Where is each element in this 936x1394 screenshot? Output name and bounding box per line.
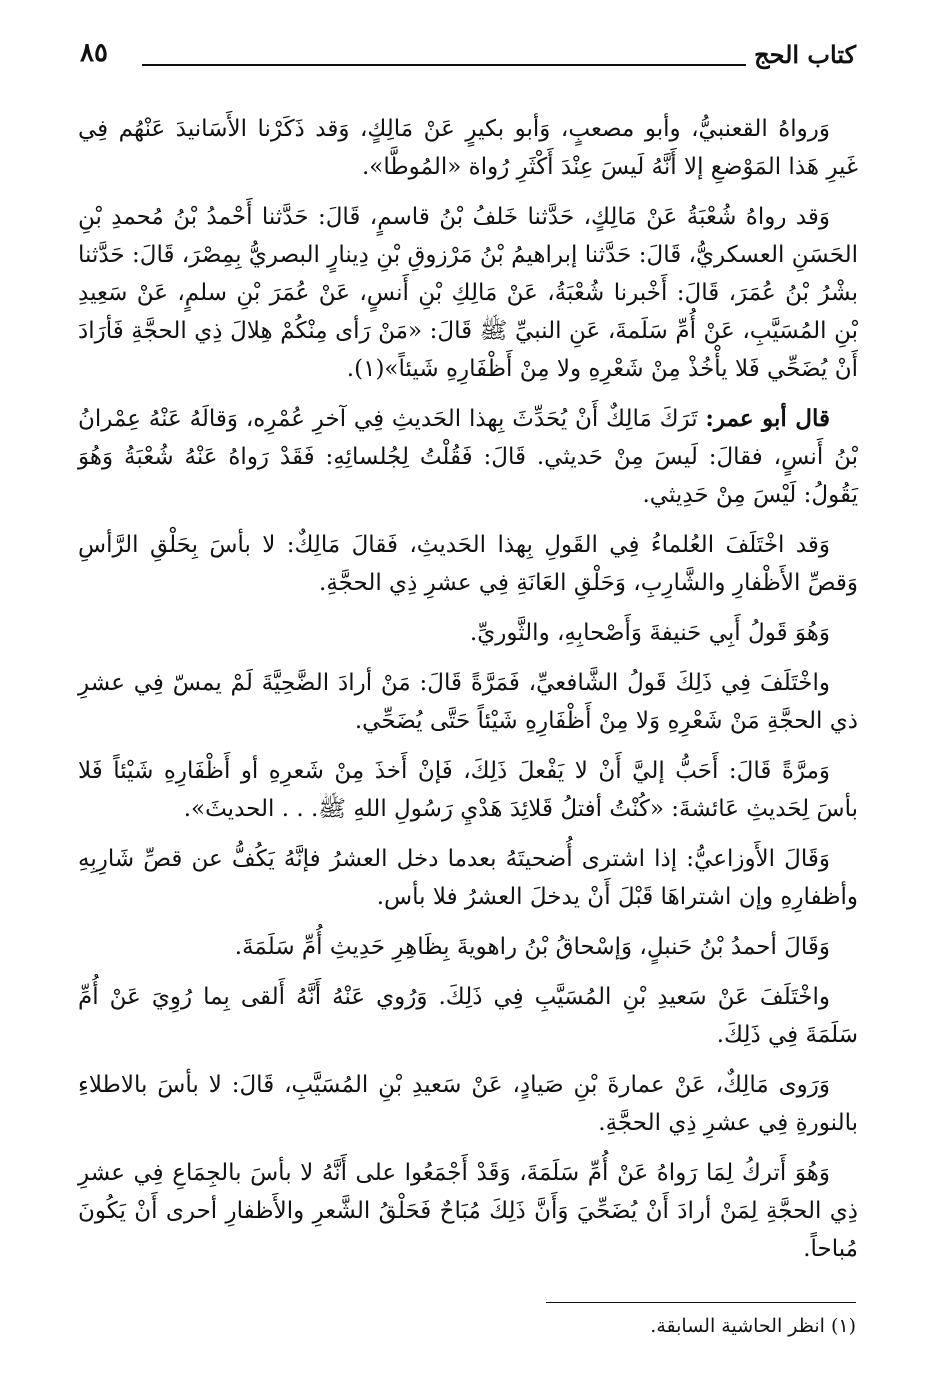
paragraph: وَقَالَ أحمدُ بْنُ حَنبلٍ، وَإسْحاقُ بْنُ راهويةَ بِظَاهِرِ حَدِيثِ أُمِّ سَلَمَةَ. xyxy=(234,934,830,960)
paragraph: وَرَوى مَالِكٌ، عَنْ عمارةَ بْنِ صَيادٍ، عَنْ سَعيدِ بْنِ المُسَيَّبِ، قَالَ: لا بأسَ بالاطلاءِ بالنورةِ فِي عشرِ ذِي الحجَّةِ. xyxy=(78,1072,858,1136)
page-header xyxy=(80,34,856,74)
paragraph: واخْتَلَفَ فِي ذَلِكَ قَولُ الشَّافعيِّ، فَمَرَّةً قَالَ: مَنْ أرادَ الضَّحِيَّةَ لَمْ يمسّ فِي عشرِ ذي الحجَّةِ مَنْ شَعْرِهِ وَلا مِنْ أَظْفَارِهِ شَيْئاً حَتَّى يُضَحِّي. xyxy=(78,670,858,734)
paragraph: وَهُوَ قَولُ أَبِي حَنيفةَ وَأَصْحابِهِ، والثَّوريِّ. xyxy=(469,620,830,646)
header-rule xyxy=(142,64,746,66)
page-number: ٨٥ xyxy=(80,38,108,68)
paragraph: وَقَالَ الأَوزاعيُّ: إذا اشترى أُضحيتَهُ بعدما دخل العشرُ فإنَّهُ يَكُفُّ عن قصِّ شَارِبِهِ وأظفارِهِ وإن اشتراهَا قَبْلَ أَنْ يدخلَ العشرُ فلا بأس. xyxy=(78,846,858,910)
paragraph: وَقد رواهُ شُعْبَةُ عَنْ مَالِكٍ، حَدَّثنا خَلفُ بْنُ قاسمٍ، قَالَ: حَدَّثنا أَحْمدُ بْنُ مُحمدِ بْنِ الحَسَنِ العسكريُّ، قَالَ: حَدَّثنا إبراهيمُ بْنُ مَرْزوقِ بْنِ دِينارٍ البصريُّ بِمِصْرَ، قَالَ: حَدَّثنا بشْرُ بْنُ عُمَرَ، قَالَ: أَخْبرنا شُعْبَةُ، عَنْ مَالِكِ بْنِ أَنسٍ، عَنْ عُمَرَ بْنِ سلمٍ، عَنْ سَعِيدِ بْنِ المُسَيَّبِ، عَنْ أُمِّ سَلَمةَ، عَنِ النبيِّ ﷺ قَالَ: «مَنْ رَأى مِنْكُمْ هِلالَ ذِي الحجَّةِ فَأرَادَ أَنْ يُضَحِّي فَلا يأْخُذْ مِنْ شَعْرِهِ ولا مِنْ أَظْفَارِهِ شَيئاً»(١). xyxy=(78,204,858,382)
paragraph: وَمرَّةً قَالَ: أَحَبُّ إليَّ أَنْ لا يَفْعلَ ذَلِكَ، فَإنْ أَخذَ مِنْ شَعرِهِ أو أَظْفَارِهِ شَيْئاً فَلا بأسَ لِحَديثِ عَائشةَ: «كُنْتُ أفتلُ قَلائِدَ هَدْيِ رَسُولِ اللهِ ﷺ. . . الحديثَ». xyxy=(78,758,858,822)
footnote: (١) انظر الحاشية السابقة. xyxy=(650,1315,856,1337)
running-title: كتاب الحج xyxy=(754,40,856,69)
paragraph: قال أبو عمر: تَرَكَ مَالِكٌ أَنْ يُحَدِّثَ بِهذا الحَديثِ فِي آخرِ عُمْرِه، وَقالَهُ عَنْهُ عِمْرانُ بْنُ أَنسٍ، فقالَ: لَيسَ مِنْ حَديثي. قَالَ: فَقُلْتُ لِجُلسائِهِ: فَقَدْ رَواهُ عَنْهُ شُعْبَةُ وَهُوَ يَقُولُ: لَيْسَ مِنْ حَدِيثي. xyxy=(78,405,858,508)
page-body xyxy=(78,110,858,1280)
footnote-rule xyxy=(546,1302,856,1303)
paragraph: وَهُوَ أَتركُ لِمَا رَواهُ عَنْ أُمِّ سَلَمَةَ، وَقَدْ أَجْمَعُوا على أَنَّهُ لا بأسَ بالجِمَاعِ فِي عشرِ ذِي الحجَّةِ لِمَنْ أرادَ أَنْ يُضَحِّيَ وَأَنَّ ذَلِكَ مُبَاحٌ فَحَلْقُ الشَّعرِ والأَظفارِ أحرى أَنْ يَكُونَ مُباحاً. xyxy=(78,1160,858,1262)
paragraph-lead: قال أبو عمر: xyxy=(705,405,830,432)
paragraph: وَرواهُ القعنبيُّ، وأبو مصعبٍ، وَأبو بكيرٍ عَنْ مَالِكٍ، وَقد ذَكَرْنا الأَسَانيدَ عَنْهُم فِي غَيرِ هَذا المَوْضعِ إلا أَنَّهُ لَيسَ عِنْدَ أَكْثَرِ رُواة «المُوطَّا». xyxy=(78,116,858,180)
paragraph: واخْتَلَفَ عَنْ سَعيدِ بْنِ المُسَيَّبِ فِي ذَلِكَ. وَرُوي عَنْهُ أَنَّهُ أَلقى بِما رُوِيَ عَنْ أُمِّ سَلَمَةَ فِي ذَلِكَ. xyxy=(78,984,858,1048)
paragraph: وَقد اخْتَلَفَ العُلماءُ فِي القَولِ بِهذا الحَديثِ، فَقالَ مَالِكٌ: لا بأسَ بِحَلْقِ الرَّأسِ وَقصِّ الأَظْفارِ والشَّارِبِ، وَحَلْقِ العَانَةِ فِي عشرِ ذِي الحجَّةِ. xyxy=(78,532,858,596)
